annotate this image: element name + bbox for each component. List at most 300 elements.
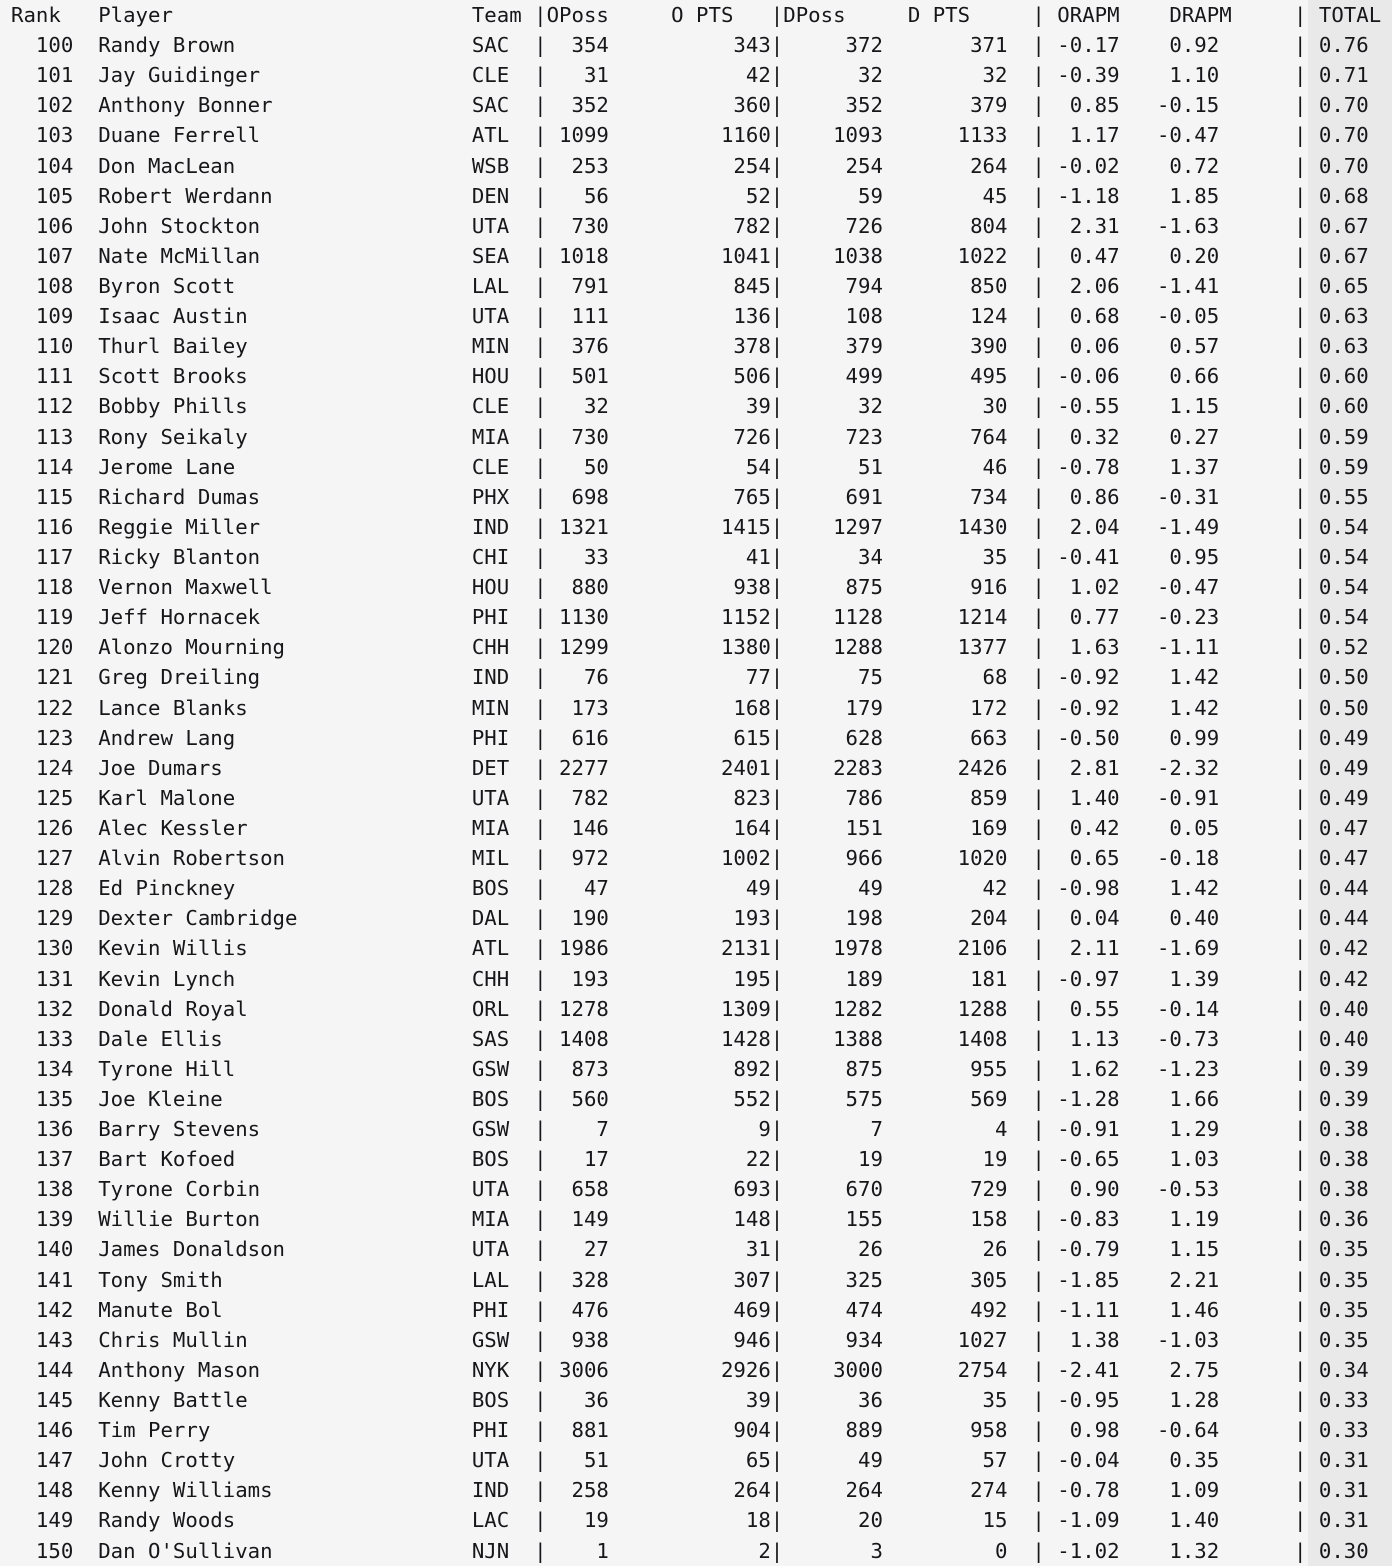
cell-player: Byron Scott — [73, 273, 472, 298]
cell-team: PHI — [471, 1297, 510, 1322]
cell-dpts: 850 — [882, 273, 1008, 298]
column-separator: | — [770, 213, 784, 238]
cell-drapm: -0.73 — [1119, 1026, 1220, 1051]
cell-dpts: 1288 — [882, 996, 1008, 1021]
cell-drapm: 0.95 — [1119, 544, 1220, 569]
cell-dpts: 1020 — [882, 846, 1008, 871]
column-separator: | — [509, 876, 547, 901]
cell-total: 0.67 — [1306, 243, 1369, 268]
column-separator: | — [1219, 1538, 1307, 1563]
cell-total: 0.35 — [1306, 1297, 1369, 1322]
cell-orapm: -1.28 — [1057, 1086, 1120, 1111]
cell-orapm: -1.85 — [1057, 1267, 1120, 1292]
cell-drapm: 0.99 — [1119, 725, 1220, 750]
cell-team: CHH — [471, 635, 510, 660]
cell-dpts: 2754 — [882, 1357, 1008, 1382]
cell-player: Dale Ellis — [73, 1026, 472, 1051]
cell-dpts: 274 — [882, 1478, 1008, 1503]
cell-dpts: 1214 — [882, 605, 1008, 630]
column-separator: | — [770, 876, 784, 901]
column-separator: | — [770, 123, 784, 148]
column-separator: | — [770, 1237, 784, 1262]
cell-opts: 1160 — [608, 123, 771, 148]
cell-team: HOU — [471, 575, 510, 600]
column-separator: | — [1007, 243, 1058, 268]
cell-player: John Crotty — [73, 1448, 472, 1473]
cell-oposs: 730 — [546, 213, 609, 238]
cell-total: 0.44 — [1306, 906, 1369, 931]
column-separator: | — [1007, 665, 1058, 690]
cell-dposs: 691 — [783, 484, 883, 509]
cell-dpts: 958 — [882, 1418, 1008, 1443]
column-separator: | — [1007, 484, 1058, 509]
column-separator: | — [1219, 815, 1307, 840]
cell-opts: 1415 — [608, 514, 771, 539]
cell-rank: 127 — [11, 846, 74, 871]
cell-team: HOU — [471, 364, 510, 389]
column-separator: | — [770, 1388, 784, 1413]
cell-rank: 116 — [11, 514, 74, 539]
cell-drapm: 1.37 — [1119, 454, 1220, 479]
table-row — [11, 1084, 1392, 1114]
cell-total: 0.39 — [1306, 1056, 1369, 1081]
cell-player: Andrew Lang — [73, 725, 472, 750]
cell-player: John Stockton — [73, 213, 472, 238]
cell-oposs: 1278 — [546, 996, 609, 1021]
cell-drapm: 1.46 — [1119, 1297, 1220, 1322]
cell-rank: 108 — [11, 273, 74, 298]
column-separator: | — [1007, 1418, 1058, 1443]
column-separator: | — [509, 966, 547, 991]
column-separator: | — [1007, 454, 1058, 479]
cell-rank: 144 — [11, 1357, 74, 1382]
cell-dpts: 1133 — [882, 123, 1008, 148]
cell-dposs: 49 — [783, 876, 883, 901]
cell-oposs: 881 — [546, 1418, 609, 1443]
column-separator: | — [1007, 815, 1058, 840]
column-separator: | — [1007, 1388, 1058, 1413]
cell-oposs: 972 — [546, 846, 609, 871]
table-row — [11, 60, 1392, 90]
cell-opts: 1041 — [608, 243, 771, 268]
column-separator: | — [1007, 273, 1058, 298]
cell-team: SAC — [471, 33, 510, 58]
cell-total: 0.34 — [1306, 1357, 1369, 1382]
cell-rank: 148 — [11, 1478, 74, 1503]
column-separator: | — [1219, 1418, 1307, 1443]
cell-rank: 126 — [11, 815, 74, 840]
column-separator: | — [770, 63, 784, 88]
column-separator: | — [770, 273, 784, 298]
column-separator: | — [509, 1448, 547, 1473]
cell-dpts: 390 — [882, 334, 1008, 359]
cell-opts: 845 — [608, 273, 771, 298]
column-separator: | — [1219, 1508, 1307, 1533]
column-separator: | — [509, 695, 547, 720]
cell-rank: 117 — [11, 544, 74, 569]
cell-team: ATL — [471, 123, 510, 148]
table-row — [11, 1505, 1392, 1535]
cell-total: 0.52 — [1306, 635, 1369, 660]
column-separator: | — [1219, 665, 1307, 690]
column-separator: | — [770, 906, 784, 931]
column-separator: | — [1007, 153, 1058, 178]
cell-team: NYK — [471, 1357, 510, 1382]
column-separator: | — [1219, 1448, 1307, 1473]
column-separator: | — [1219, 1026, 1307, 1051]
column-separator: | — [1219, 334, 1307, 359]
column-separator: | — [770, 394, 784, 419]
cell-team: SEA — [471, 243, 510, 268]
cell-orapm: 1.02 — [1057, 575, 1120, 600]
column-separator: | — [770, 1177, 784, 1202]
table-row — [11, 120, 1392, 150]
cell-dpts: 42 — [882, 876, 1008, 901]
cell-drapm: -0.47 — [1119, 123, 1220, 148]
column-separator: | — [1219, 183, 1307, 208]
cell-dposs: 875 — [783, 1056, 883, 1081]
cell-dposs: 7 — [783, 1117, 883, 1142]
column-separator: | — [509, 484, 547, 509]
cell-rank: 111 — [11, 364, 74, 389]
column-separator: | — [1007, 1177, 1058, 1202]
cell-rank: 136 — [11, 1117, 74, 1142]
cell-dpts: 4 — [882, 1117, 1008, 1142]
cell-team: MIN — [471, 695, 510, 720]
column-separator: | — [770, 755, 784, 780]
cell-oposs: 1018 — [546, 243, 609, 268]
column-separator: | — [1007, 33, 1058, 58]
cell-dposs: 1093 — [783, 123, 883, 148]
cell-dposs: 889 — [783, 1418, 883, 1443]
cell-rank: 145 — [11, 1388, 74, 1413]
cell-dpts: 45 — [882, 183, 1008, 208]
cell-total: 0.76 — [1306, 33, 1369, 58]
cell-dposs: 75 — [783, 665, 883, 690]
cell-player: Dan O'Sullivan — [73, 1538, 472, 1563]
cell-total: 0.33 — [1306, 1418, 1369, 1443]
column-separator: | — [1219, 304, 1307, 329]
cell-rank: 119 — [11, 605, 74, 630]
cell-dposs: 352 — [783, 93, 883, 118]
cell-dpts: 172 — [882, 695, 1008, 720]
cell-team: WSB — [471, 153, 510, 178]
cell-drapm: 1.28 — [1119, 1388, 1220, 1413]
cell-drapm: 0.35 — [1119, 1448, 1220, 1473]
column-separator: | — [1219, 544, 1307, 569]
cell-total: 0.47 — [1306, 815, 1369, 840]
cell-total: 0.38 — [1306, 1177, 1369, 1202]
table-row — [11, 482, 1392, 512]
table-row — [11, 452, 1392, 482]
cell-player: Kevin Willis — [73, 936, 472, 961]
column-separator: | — [1219, 1177, 1307, 1202]
table-row — [11, 813, 1392, 843]
cell-dposs: 179 — [783, 695, 883, 720]
cell-dposs: 264 — [783, 1478, 883, 1503]
column-separator: | — [1219, 213, 1307, 238]
cell-dpts: 569 — [882, 1086, 1008, 1111]
col-header-dpts: D PTS — [845, 3, 971, 27]
cell-dposs: 723 — [783, 424, 883, 449]
column-separator: | — [509, 153, 547, 178]
cell-drapm: -1.41 — [1119, 273, 1220, 298]
column-separator: | — [1219, 273, 1307, 298]
cell-dpts: 46 — [882, 454, 1008, 479]
cell-oposs: 253 — [546, 153, 609, 178]
cell-opts: 22 — [608, 1147, 771, 1172]
cell-rank: 139 — [11, 1207, 74, 1232]
cell-player: Jay Guidinger — [73, 63, 472, 88]
cell-orapm: -0.50 — [1057, 725, 1120, 750]
cell-opts: 41 — [608, 544, 771, 569]
cell-rank: 135 — [11, 1086, 74, 1111]
cell-team: PHI — [471, 1418, 510, 1443]
cell-orapm: 1.62 — [1057, 1056, 1120, 1081]
cell-team: LAC — [471, 1508, 510, 1533]
cell-opts: 307 — [608, 1267, 771, 1292]
cell-player: Jeff Hornacek — [73, 605, 472, 630]
cell-total: 0.33 — [1306, 1388, 1369, 1413]
column-separator: | — [1231, 3, 1307, 27]
table-row — [11, 1355, 1392, 1385]
column-separator: | — [509, 665, 547, 690]
cell-oposs: 1130 — [546, 605, 609, 630]
cell-opts: 765 — [608, 484, 771, 509]
cell-orapm: 0.47 — [1057, 243, 1120, 268]
cell-orapm: -0.98 — [1057, 876, 1120, 901]
column-separator: | — [509, 123, 547, 148]
cell-orapm: -0.39 — [1057, 63, 1120, 88]
column-separator: | — [509, 1508, 547, 1533]
column-separator: | — [1007, 1056, 1058, 1081]
cell-oposs: 27 — [546, 1237, 609, 1262]
cell-total: 0.54 — [1306, 544, 1369, 569]
cell-dposs: 575 — [783, 1086, 883, 1111]
table-row — [11, 331, 1392, 361]
cell-opts: 49 — [608, 876, 771, 901]
column-separator: | — [770, 1538, 784, 1563]
cell-drapm: 1.09 — [1119, 1478, 1220, 1503]
cell-opts: 552 — [608, 1086, 771, 1111]
cell-oposs: 782 — [546, 785, 609, 810]
cell-player: Bobby Phills — [73, 394, 472, 419]
cell-player: Bart Kofoed — [73, 1147, 472, 1172]
column-separator: | — [770, 1086, 784, 1111]
cell-player: Thurl Bailey — [73, 334, 472, 359]
column-separator: | — [509, 364, 547, 389]
cell-rank: 113 — [11, 424, 74, 449]
column-separator: | — [1007, 1357, 1058, 1382]
cell-dposs: 189 — [783, 966, 883, 991]
column-separator: | — [509, 273, 547, 298]
table-row — [11, 391, 1392, 421]
cell-oposs: 31 — [546, 63, 609, 88]
cell-orapm: -0.91 — [1057, 1117, 1120, 1142]
column-separator: | — [1219, 123, 1307, 148]
cell-dposs: 26 — [783, 1237, 883, 1262]
col-header-drapm: DRAPM — [1119, 3, 1232, 27]
column-separator: | — [770, 725, 784, 750]
cell-orapm: 0.90 — [1057, 1177, 1120, 1202]
cell-opts: 378 — [608, 334, 771, 359]
cell-opts: 360 — [608, 93, 771, 118]
cell-oposs: 17 — [546, 1147, 609, 1172]
cell-oposs: 190 — [546, 906, 609, 931]
cell-player: Jerome Lane — [73, 454, 472, 479]
column-separator: | — [770, 605, 784, 630]
cell-orapm: 2.11 — [1057, 936, 1120, 961]
cell-player: Kevin Lynch — [73, 966, 472, 991]
table-row — [11, 512, 1392, 542]
column-separator: | — [509, 846, 547, 871]
cell-player: Tyrone Hill — [73, 1056, 472, 1081]
cell-dpts: 1027 — [882, 1327, 1008, 1352]
cell-opts: 615 — [608, 725, 771, 750]
table-row — [11, 1445, 1392, 1475]
cell-team: SAS — [471, 1026, 510, 1051]
cell-orapm: 0.77 — [1057, 605, 1120, 630]
cell-dpts: 0 — [882, 1538, 1008, 1563]
cell-rank: 121 — [11, 665, 74, 690]
cell-team: NJN — [471, 1538, 510, 1563]
cell-rank: 129 — [11, 906, 74, 931]
cell-dposs: 34 — [783, 544, 883, 569]
cell-total: 0.68 — [1306, 183, 1369, 208]
cell-opts: 823 — [608, 785, 771, 810]
table-row — [11, 1024, 1392, 1054]
cell-player: Nate McMillan — [73, 243, 472, 268]
cell-oposs: 3006 — [546, 1357, 609, 1382]
column-separator: | — [1007, 1297, 1058, 1322]
col-header-player: Player — [98, 3, 472, 27]
column-separator: | — [1007, 394, 1058, 419]
cell-drapm: -1.23 — [1119, 1056, 1220, 1081]
cell-opts: 946 — [608, 1327, 771, 1352]
cell-drapm: 1.85 — [1119, 183, 1220, 208]
cell-dpts: 371 — [882, 33, 1008, 58]
cell-dpts: 2106 — [882, 936, 1008, 961]
cell-team: MIA — [471, 424, 510, 449]
cell-oposs: 2277 — [546, 755, 609, 780]
cell-team: DET — [471, 755, 510, 780]
cell-total: 0.49 — [1306, 755, 1369, 780]
cell-player: Kenny Williams — [73, 1478, 472, 1503]
cell-opts: 1380 — [608, 635, 771, 660]
cell-player: Rony Seikaly — [73, 424, 472, 449]
cell-opts: 2131 — [608, 936, 771, 961]
column-separator: | — [509, 544, 547, 569]
column-separator: | — [770, 33, 784, 58]
column-separator: | — [509, 1478, 547, 1503]
cell-dposs: 966 — [783, 846, 883, 871]
column-separator: | — [1219, 1297, 1307, 1322]
column-separator: | — [1007, 876, 1058, 901]
cell-oposs: 698 — [546, 484, 609, 509]
cell-oposs: 258 — [546, 1478, 609, 1503]
cell-total: 0.40 — [1306, 996, 1369, 1021]
cell-drapm: 0.57 — [1119, 334, 1220, 359]
cell-drapm: -0.31 — [1119, 484, 1220, 509]
cell-team: CLE — [471, 394, 510, 419]
cell-rank: 106 — [11, 213, 74, 238]
cell-oposs: 791 — [546, 273, 609, 298]
cell-dpts: 1430 — [882, 514, 1008, 539]
column-separator: | — [770, 575, 784, 600]
cell-drapm: 1.42 — [1119, 665, 1220, 690]
cell-rank: 120 — [11, 635, 74, 660]
table-header-row — [11, 0, 1392, 30]
cell-dposs: 934 — [783, 1327, 883, 1352]
cell-oposs: 193 — [546, 966, 609, 991]
cell-total: 0.70 — [1306, 153, 1369, 178]
column-separator: | — [1219, 33, 1307, 58]
cell-rank: 112 — [11, 394, 74, 419]
cell-opts: 726 — [608, 424, 771, 449]
cell-dposs: 19 — [783, 1147, 883, 1172]
cell-rank: 138 — [11, 1177, 74, 1202]
cell-oposs: 658 — [546, 1177, 609, 1202]
cell-opts: 39 — [608, 394, 771, 419]
column-separator: | — [1219, 1117, 1307, 1142]
table-row — [11, 1325, 1392, 1355]
cell-total: 0.60 — [1306, 364, 1369, 389]
cell-opts: 2401 — [608, 755, 771, 780]
cell-total: 0.35 — [1306, 1327, 1369, 1352]
column-separator: | — [1007, 846, 1058, 871]
cell-rank: 114 — [11, 454, 74, 479]
table-row — [11, 1536, 1392, 1566]
cell-drapm: -0.47 — [1119, 575, 1220, 600]
column-separator: | — [1007, 213, 1058, 238]
cell-orapm: 0.86 — [1057, 484, 1120, 509]
cell-opts: 9 — [608, 1117, 771, 1142]
table-row — [11, 90, 1392, 120]
cell-drapm: 1.29 — [1119, 1117, 1220, 1142]
cell-player: Barry Stevens — [73, 1117, 472, 1142]
cell-drapm: 0.66 — [1119, 364, 1220, 389]
cell-oposs: 36 — [546, 1388, 609, 1413]
cell-dpts: 859 — [882, 785, 1008, 810]
cell-oposs: 1986 — [546, 936, 609, 961]
cell-drapm: 0.27 — [1119, 424, 1220, 449]
cell-orapm: -0.41 — [1057, 544, 1120, 569]
column-separator: | — [770, 454, 784, 479]
column-separator: | — [1007, 936, 1058, 961]
cell-player: Duane Ferrell — [73, 123, 472, 148]
cell-team: DEN — [471, 183, 510, 208]
column-separator: | — [1219, 153, 1307, 178]
cell-dposs: 3000 — [783, 1357, 883, 1382]
cell-team: GSW — [471, 1327, 510, 1352]
cell-rank: 123 — [11, 725, 74, 750]
cell-dposs: 1288 — [783, 635, 883, 660]
table-row — [11, 1265, 1392, 1295]
table-row — [11, 632, 1392, 662]
column-separator: | — [509, 635, 547, 660]
cell-total: 0.63 — [1306, 334, 1369, 359]
cell-dpts: 495 — [882, 364, 1008, 389]
column-separator: | — [1219, 364, 1307, 389]
table-body — [11, 30, 1392, 1566]
cell-dposs: 254 — [783, 153, 883, 178]
cell-rank: 124 — [11, 755, 74, 780]
table-row — [11, 873, 1392, 903]
cell-dpts: 26 — [882, 1237, 1008, 1262]
cell-player: Isaac Austin — [73, 304, 472, 329]
cell-rank: 100 — [11, 33, 74, 58]
cell-team: GSW — [471, 1117, 510, 1142]
